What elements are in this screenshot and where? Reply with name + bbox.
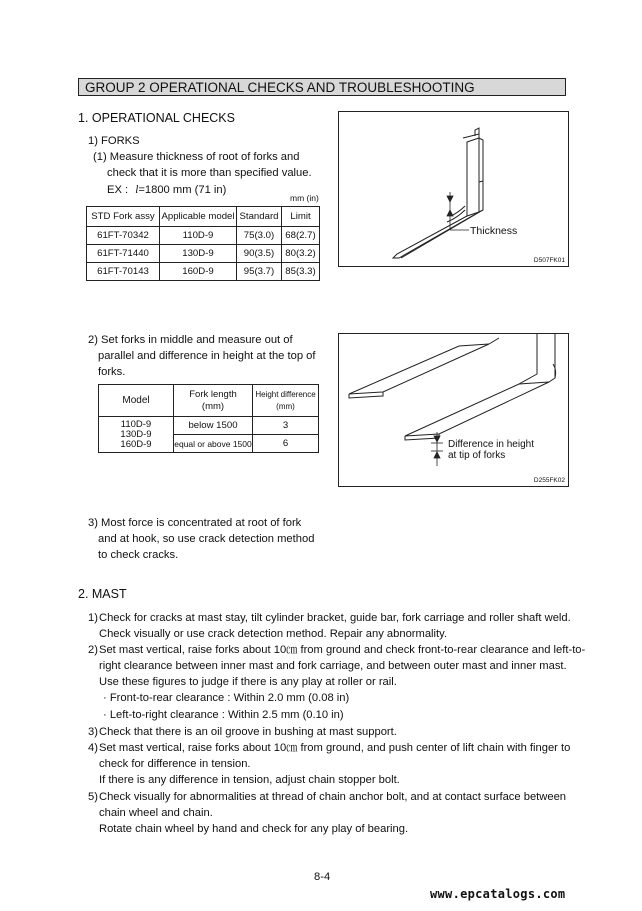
fork-illustration: [339, 112, 568, 266]
table-cell: 130D-9: [160, 245, 237, 263]
force-line1: 3) Most force is concentrated at root of fork: [88, 517, 302, 529]
fork-thickness-figure: [338, 111, 569, 267]
table-cell: 68(2.7): [282, 227, 320, 245]
parallel-spec-table: [98, 384, 319, 453]
table-cell: 3: [253, 417, 319, 435]
models-cell: [99, 417, 174, 453]
mast-item-line: Rotate chain wheel by hand and check for any play of bearing.: [99, 823, 409, 835]
force-line2: and at hook, so use crack detection method: [98, 533, 315, 545]
table-cell: equal or above 1500: [174, 435, 253, 453]
mast-item-line: Use these figures to judge if there is any play at roller or rail.: [99, 676, 397, 688]
forks-example: [107, 182, 226, 198]
example-symbol: l: [135, 184, 139, 196]
mast-item-line: Check for cracks at mast stay, tilt cylinder bracket, guide bar, fork carriage and roller shaft weld.: [99, 612, 571, 624]
table-header: Applicable model: [160, 207, 237, 227]
page-number: 8-4: [314, 871, 331, 883]
section2-heading: 2. MAST: [78, 587, 127, 601]
table-header: [174, 385, 253, 417]
mast-item-line: Check visually or use crack detection method. Repair any abnormality.: [99, 628, 448, 640]
height-diff-unit: (mm): [276, 401, 295, 411]
forks-spec-table: [86, 206, 320, 281]
parallel-line1: 2) Set forks in middle and measure out of: [88, 334, 293, 346]
mast-item-line: If there is any difference in tension, adjust chain stopper bolt.: [99, 774, 400, 786]
height-diff-header: Height difference: [255, 389, 316, 399]
table-cell: 80(3.2): [282, 245, 320, 263]
table-cell: 160D-9: [160, 263, 237, 281]
mast-item-line: chain wheel and chain.: [99, 807, 213, 819]
watermark: www.epcatalogs.com: [430, 887, 566, 901]
thickness-label: Thickness: [470, 225, 518, 237]
example-prefix: EX :: [107, 184, 129, 196]
mast-item-num: 4): [88, 742, 98, 754]
forks-step1-line2: check that it is more than specified value.: [107, 167, 312, 179]
table-cell: 61FT-71440: [87, 245, 160, 263]
parallel-line2: parallel and difference in height at the top of: [98, 350, 316, 362]
table-cell: 95(3.7): [237, 263, 282, 281]
mast-item-line: · Front-to-rear clearance : Within 2.0 mm (0.08 in): [103, 692, 350, 704]
table-header: Standard: [237, 207, 282, 227]
table-header: [253, 385, 319, 417]
height-diff-label: [448, 439, 534, 461]
mast-item-line: · Left-to-right clearance : Within 2.5 mm (0.10 in): [103, 709, 344, 721]
fork-height-figure: [338, 333, 569, 487]
model: 110D-9: [120, 418, 152, 430]
mast-item-num: 1): [88, 612, 98, 624]
mast-item-line: Set mast vertical, raise forks about 10㎝ from ground, and push center of lift chain with finger to: [99, 742, 571, 754]
table-cell: 61FT-70143: [87, 263, 160, 281]
mast-item-line: Check that there is an oil groove in bushing at mast support.: [99, 726, 397, 738]
mast-item-line: right clearance between inner mast and fork carriage, and between outer mast and inner mast.: [99, 660, 567, 672]
mast-item-line: Set mast vertical, raise forks about 10㎝ from ground and check front-to-rear clearance and left-to-: [99, 644, 586, 656]
fork-length-header: Fork length: [189, 388, 237, 400]
parallel-line3: forks.: [98, 366, 126, 378]
mast-item-line: Check visually for abnormalities at thread of chain anchor bolt, and at contact surface between: [99, 791, 567, 803]
table-cell: 90(3.5): [237, 245, 282, 263]
model: 130D-9: [120, 428, 152, 440]
fork-length-unit: (mm): [201, 400, 225, 412]
table-row: [87, 263, 320, 281]
table-cell: 61FT-70342: [87, 227, 160, 245]
table-cell: 6: [253, 435, 319, 453]
example-value: =1800 mm (71 in): [138, 184, 227, 196]
height-diff-label-line1: Difference in height: [448, 439, 534, 450]
table-header: STD Fork assy: [87, 207, 160, 227]
height-diff-label-line2: at tip of forks: [448, 450, 506, 461]
table-row: [99, 417, 319, 435]
mast-item-num: 5): [88, 791, 98, 803]
table-cell: below 1500: [174, 417, 253, 435]
mast-item-line: check for difference in tension.: [99, 758, 251, 770]
table-header: Limit: [282, 207, 320, 227]
forks-step1-line1: (1) Measure thickness of root of forks and: [93, 151, 300, 163]
mast-item-num: 2): [88, 644, 98, 656]
table-cell: 110D-9: [160, 227, 237, 245]
mast-item-num: 3): [88, 726, 98, 738]
force-line3: to check cracks.: [98, 549, 179, 561]
figure-code: D507FK01: [533, 257, 565, 264]
forks-heading: 1) FORKS: [88, 135, 140, 147]
group-title: GROUP 2 OPERATIONAL CHECKS AND TROUBLESHOOTING: [78, 78, 566, 96]
figure-code: D255FK02: [533, 477, 565, 484]
table-cell: 85(3.3): [282, 263, 320, 281]
forks-pair-illustration: [339, 334, 568, 486]
table-cell: 75(3.0): [237, 227, 282, 245]
section1-heading: 1. OPERATIONAL CHECKS: [78, 111, 235, 125]
model: 160D-9: [120, 438, 152, 450]
table-row: [87, 245, 320, 263]
table-row: [87, 227, 320, 245]
table-header: Model: [99, 385, 174, 417]
forks-unit: mm (in): [290, 193, 319, 203]
